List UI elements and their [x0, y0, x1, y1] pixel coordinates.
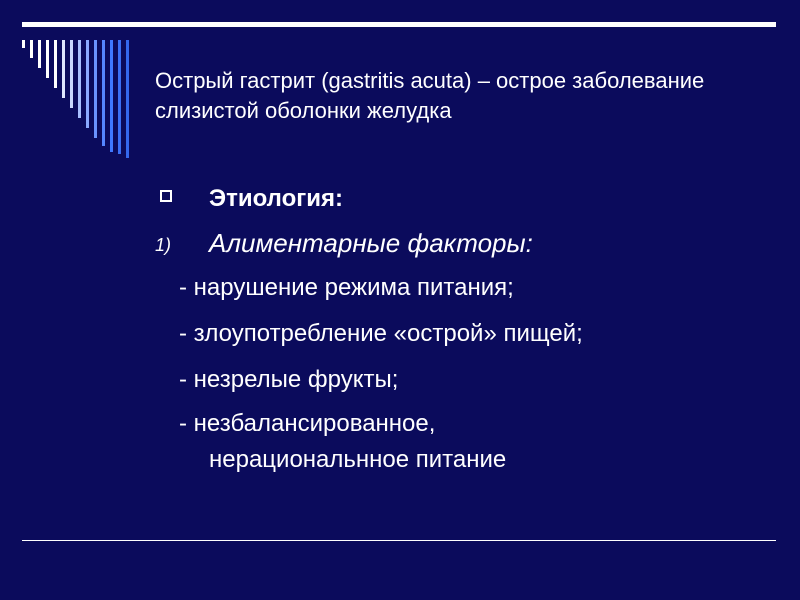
stripe: [110, 40, 113, 152]
bottom-rule: [22, 540, 776, 541]
slide-title: Острый гастрит (gastritis acuta) – острое заболевание слизистой оболонки желудка: [155, 68, 705, 123]
stripe: [70, 40, 73, 108]
stripe: [22, 40, 25, 48]
numbered-marker: 1): [155, 235, 172, 255]
list-item: - незбалансированное,: [179, 410, 436, 437]
square-bullet-icon: [160, 190, 172, 202]
bullet-heading: Этиология:: [209, 185, 343, 212]
list-item: - нарушение режима питания;: [179, 274, 514, 301]
stripe: [94, 40, 97, 138]
stripe: [54, 40, 57, 88]
stripe: [38, 40, 41, 68]
top-rule: [22, 22, 776, 27]
stripe: [118, 40, 121, 154]
stripe: [126, 40, 129, 158]
numbered-heading: Алиментарные факторы:: [209, 228, 533, 258]
stripe: [78, 40, 81, 118]
list-item: - злоупотребление «острой» пищей;: [179, 320, 583, 347]
stripe: [30, 40, 33, 58]
list-item-continuation: нерациональнное питание: [209, 446, 507, 473]
stripe: [62, 40, 65, 98]
stripe: [46, 40, 49, 78]
stripe: [86, 40, 89, 128]
list-item: - незрелые фрукты;: [179, 366, 399, 393]
stripe: [102, 40, 105, 146]
